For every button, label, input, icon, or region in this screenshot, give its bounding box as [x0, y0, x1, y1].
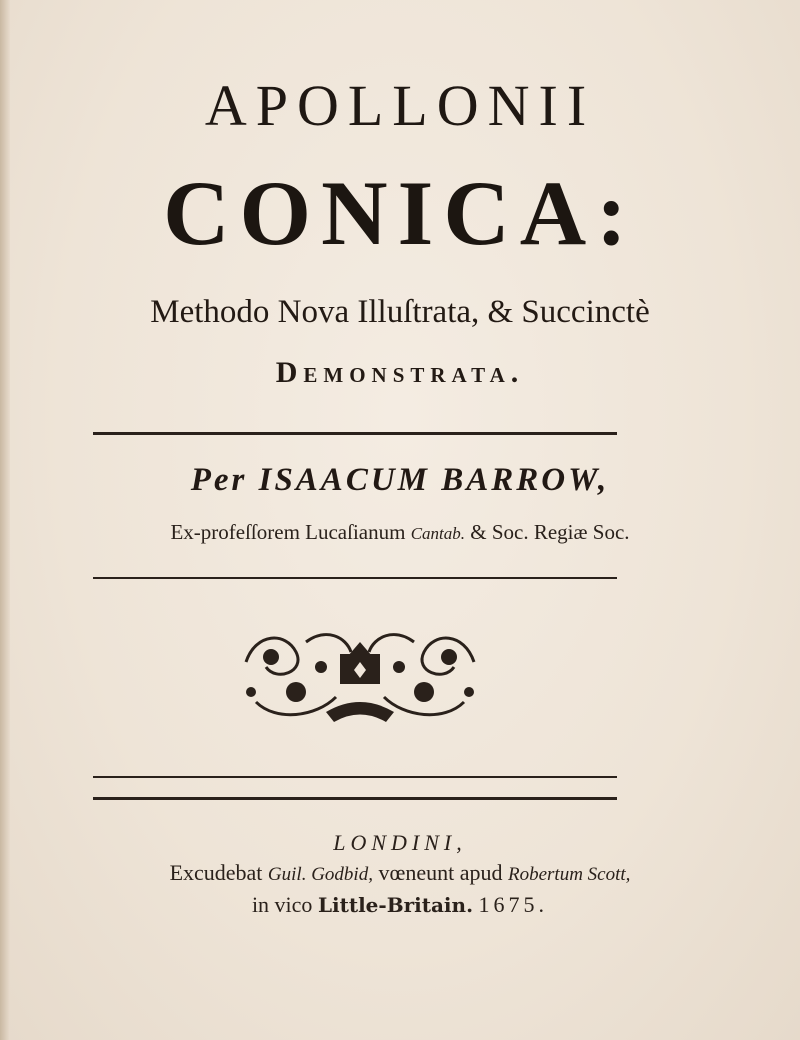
author-line: Per ISAACUM BARROW,	[190, 462, 610, 498]
imprint-location-line	[0, 892, 800, 918]
affiliation-prefix: Ex-profeſſorem Lucaſianum	[170, 520, 406, 544]
title-line-2: CONICA:	[163, 162, 637, 264]
imprint-printer-line	[0, 860, 800, 886]
location-prefix: in vico	[251, 892, 313, 917]
imprint-year: 1675.	[478, 892, 549, 917]
printer-prefix: Excudebat	[169, 860, 263, 885]
seller-text: vœneunt apud	[378, 860, 503, 885]
rule-divider	[93, 776, 617, 778]
seller-name: Robertum Scott,	[507, 864, 631, 885]
affiliation-italic: Cantab.	[410, 524, 466, 543]
affiliation-line	[0, 520, 800, 545]
affiliation-suffix: & Soc. Regiæ Soc.	[470, 520, 630, 544]
location-name: Little-Britain.	[317, 893, 474, 917]
rule-divider	[93, 577, 617, 579]
printers-ornament-icon	[236, 622, 484, 730]
rule-divider	[93, 797, 617, 800]
subtitle-line-2: Demonstrata.	[275, 356, 525, 389]
title-line-1: APOLLONII	[204, 73, 596, 138]
subtitle-line: Methodo Nova Illuſtrata, & Succinctè	[150, 294, 650, 330]
printer-name: Guil. Godbid,	[267, 864, 373, 885]
rule-divider	[93, 432, 617, 435]
imprint-city: LONDINI,	[333, 830, 467, 855]
